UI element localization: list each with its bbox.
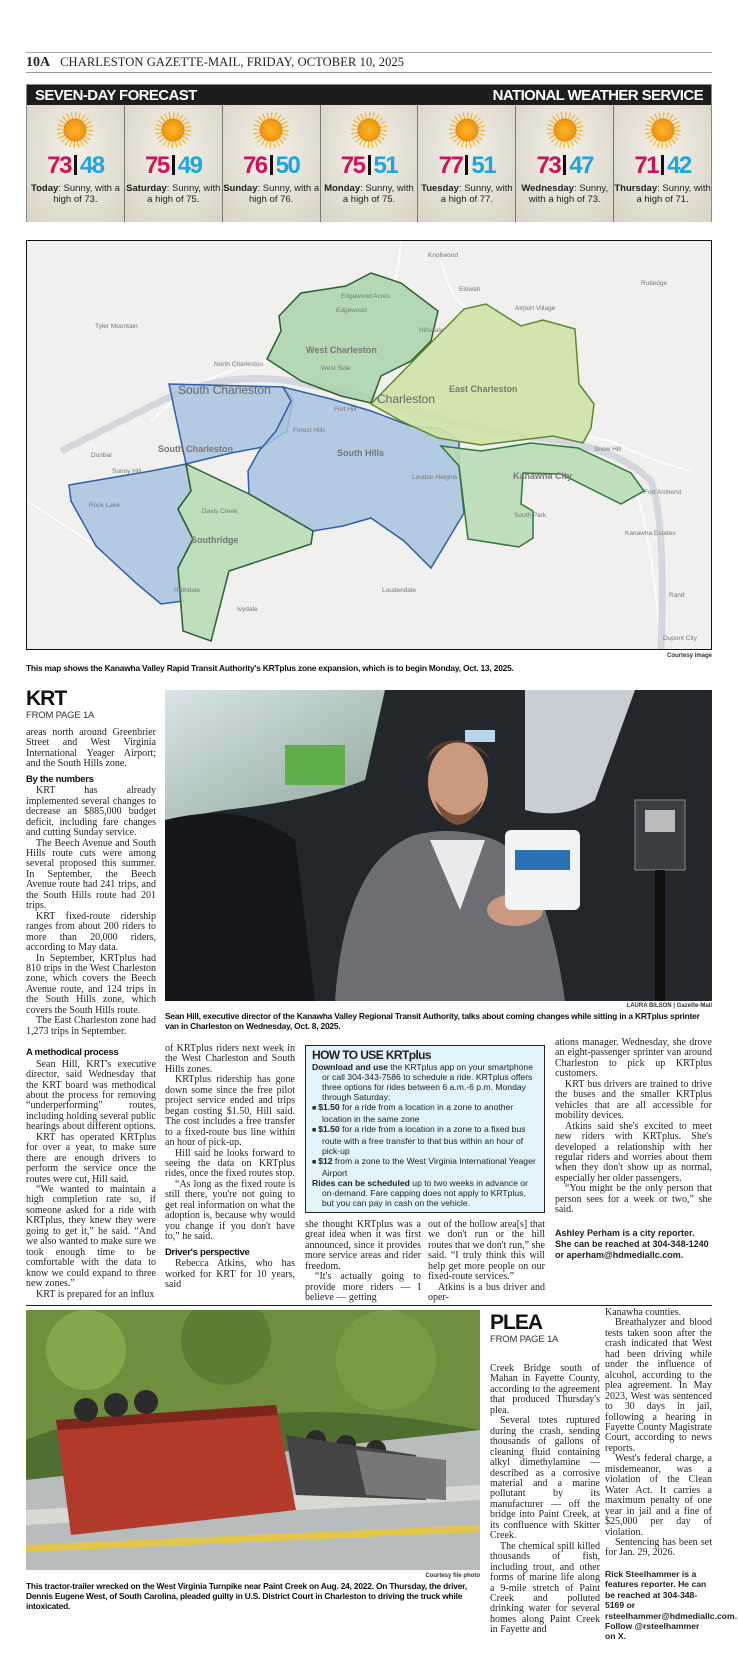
- day-name: Today: [30, 183, 59, 194]
- paragraph: The East Charleston zone had 1,273 trips in September.: [26, 1015, 156, 1037]
- place: Dupont City: [663, 635, 697, 642]
- temperatures: [614, 153, 711, 179]
- option-text: for a ride from a location in a zone to another location in the same zone: [322, 1102, 514, 1124]
- place: Edgewood: [336, 307, 367, 314]
- sun-icon: [350, 111, 388, 149]
- paragraph: KRTplus ridership has gone down some since the free pilot project service ended and trips began costing $1.50, Hill said. The cost includes a free transfer to a fixed-route bus line within an hour of pick-up.: [165, 1074, 295, 1149]
- forecast-day-monday: [321, 105, 419, 222]
- plea-col2-stack: [605, 1307, 738, 1642]
- krt-under-box-columns: [305, 1220, 545, 1304]
- paragraph: Hill said he looks forward to seeing the data on KRTplus rides, once the fixed routes stop.: [165, 1147, 295, 1180]
- box-title: HOW TO USE KRTplus: [312, 1048, 431, 1062]
- temp-separator: [270, 155, 273, 175]
- label-kanawha-city: Kanawha City: [513, 471, 573, 481]
- krt-photo-caption: Sean Hill, executive director of the Kanawha Valley Regional Transit Authority, talks about coming changes while sitting in a KRTplus sprinter van in Charleston on Wednesday, Oct. 8, 2025.: [165, 1011, 700, 1031]
- paragraph: of KRTplus riders next week in the West Charleston and South Hills zones.: [165, 1043, 295, 1075]
- day-name: Thursday: [614, 183, 658, 194]
- high-temp: 75: [340, 152, 365, 179]
- how-to-use-krtplus-box: [305, 1045, 545, 1213]
- photo-tractor-trailer-wreck: [26, 1310, 480, 1570]
- forecast-text: : Sunny, with a high of 71.: [636, 183, 711, 205]
- subhead: Driver's perspective: [165, 1246, 250, 1258]
- folio: [26, 55, 404, 71]
- forecast-text: : Sunny, with a high of 76.: [248, 183, 320, 205]
- high-temp: 75: [145, 152, 169, 179]
- forecast-day-today: [27, 105, 125, 222]
- forecast-description: [27, 183, 124, 205]
- paragraph: Breathalyzer and blood tests taken soon after the crash indicated that West had been driving while under the influence of alcohol, according to the plea agreement. In May 2023, West was sentenced to 30 days in jail, following a hearing in Fayette County Magistrate Court, according to news reports.: [605, 1317, 712, 1454]
- temperatures: [321, 153, 418, 179]
- paragraph: Atkins is a bus driver and oper-: [428, 1281, 545, 1304]
- sun-icon: [644, 111, 682, 149]
- low-temp: 51: [471, 152, 496, 179]
- paragraph: The Beech Avenue and South Hills route cuts were among several proposed this summer. In September, the Beech Avenue route had 241 trips, and the South Hills route had 201 trips.: [26, 837, 156, 912]
- krt-column-2: [26, 1043, 156, 1300]
- paragraph: West's federal charge, a misdemeanor, was a violation of the Clean Water Act. It carries a maximum penalty of one year in jail and a fine of $25,000 per day of violation.: [605, 1453, 712, 1538]
- place: Rock Lake: [89, 502, 120, 509]
- place: Davis Creek: [202, 508, 238, 515]
- high-temp: 71: [634, 152, 659, 179]
- option-price: $1.50: [318, 1124, 340, 1134]
- place: Ivydale: [237, 606, 258, 613]
- krtplus-zone-map: [26, 240, 712, 650]
- sun-icon: [252, 111, 290, 149]
- low-temp: 42: [667, 152, 691, 179]
- temp-separator: [74, 155, 77, 175]
- krt-author-tagline: Ashley Perham is a city reporter. She can be reached at 304-348-1240 or aperham@hdmediallc.com.: [555, 1227, 709, 1260]
- subhead: A methodical process: [26, 1047, 119, 1059]
- place: North Charleston: [214, 361, 264, 368]
- place: Ruthdale: [174, 587, 201, 594]
- forecast-text: : Sunny, with a high of 75.: [147, 183, 221, 205]
- option-price: $1.50: [318, 1102, 340, 1112]
- page-number: 10A: [26, 55, 51, 70]
- option-price: $12: [318, 1156, 333, 1166]
- box-intro-bold: Download and use: [312, 1062, 388, 1072]
- place: Loudon Heights: [412, 474, 458, 481]
- krt-col6-stack: [555, 1038, 712, 1261]
- paragraph: “As long as the fixed route is still there, you're not going to get real information on what the adoption is, because why would you change if you don't have to,” he said.: [165, 1178, 295, 1243]
- photo-graphic: [165, 690, 712, 1001]
- low-temp: 47: [569, 152, 593, 179]
- paragraph: Kanawha counties.: [605, 1307, 682, 1318]
- box-intro-text: the KRTplus app on your smartphone or call 304-343-7586 to schedule a ride. KRTplus offers three options for rides between 6 a.m.-6 p.m. Monday through Saturday:: [322, 1062, 533, 1102]
- plea-jump-line: FROM PAGE 1A: [490, 1334, 559, 1345]
- forecast-day-tuesday: [418, 105, 516, 222]
- paragraph: Atkins said she's excited to meet new riders with KRTplus. She's developed a relationship with her regular riders and worries about them when they don't show up as normal, especially her older passengers.: [555, 1120, 712, 1184]
- krt-headline: KRT: [26, 687, 67, 710]
- place: Fort Amherst: [644, 489, 682, 496]
- plea-author-tagline: Rick Steelhammer is a features reporter. He can be reached at 304-348-5169 or rsteelhammer@hdmediallc.com. Follow @rsteelhammer on X.: [605, 1568, 738, 1642]
- high-temp: 73: [536, 152, 561, 179]
- day-name: Monday: [324, 183, 361, 194]
- temp-separator: [368, 155, 371, 175]
- paragraph: Sean Hill, KRT's executive director, said Wednesday that the KRT board was methodical about the process for removing “underperforming” routes, including holding several public hearings about different options.: [26, 1058, 156, 1133]
- box-outro-text: up to two weeks in advance or on-demand. Fare capping does not apply to KRTplus, but you can pay in cash on the vehicle.: [322, 1178, 528, 1208]
- forecast-day-wednesday: [516, 105, 614, 222]
- day-name: Tuesday: [421, 183, 459, 194]
- plea-photo-credit: Courtesy file photo: [425, 1573, 480, 1579]
- map-caption: This map shows the Kanawha Valley Rapid Transit Authority's KRTplus zone expansion, which is to begin Monday, Oct. 13, 2025.: [26, 663, 514, 673]
- box-option: [312, 1102, 538, 1124]
- temperatures: [125, 153, 222, 179]
- place: Dunbar: [91, 452, 113, 459]
- temperatures: [516, 153, 613, 179]
- low-temp: 49: [177, 152, 202, 179]
- krt-box-stack: [305, 1045, 545, 1304]
- photo-sean-hill-in-van: [165, 690, 712, 1001]
- krt-column-4: [305, 1220, 421, 1304]
- high-temp: 76: [242, 152, 267, 179]
- low-temp: 48: [79, 152, 104, 179]
- temperatures: [27, 153, 124, 179]
- forecast-text: : Sunny, with a high of 73.: [528, 183, 609, 205]
- temp-separator: [465, 155, 468, 175]
- paragraph: ations manager. Wednesday, she drove an eight-passenger sprinter van around Charleston to pick up KRTplus customers.: [555, 1037, 712, 1080]
- plea-col1-stack: [490, 1364, 600, 1636]
- seven-day-forecast: [26, 84, 712, 222]
- paragraph: The chemical spill killed thousands of fish, including trout, and other forms of marine life along a 9-mile stretch of Paint Creek and polluted drinking water for several homes along Paint Creek in Fayette and: [490, 1540, 600, 1636]
- place: Knollwood: [428, 252, 458, 259]
- paragraph: In September, KRTplus had 810 trips in the West Charleston zone, which covers the Beech Avenue route, and 124 trips in the South Hills zone, which covers the South Hills route.: [26, 952, 156, 1016]
- place: West Side: [321, 365, 351, 372]
- plea-column-2: [605, 1308, 712, 1559]
- krt-column-3: [165, 1044, 295, 1290]
- forecast-day-thursday: [614, 105, 711, 222]
- place-south-charleston: South Charleston: [178, 383, 271, 397]
- sun-icon: [154, 111, 192, 149]
- paragraph: “It's actually going to provide more riders — I believe — getting: [305, 1271, 421, 1304]
- box-outro: [312, 1178, 538, 1208]
- paragraph: KRT fixed-route ridership ranges from about 200 riders to more than 20,000 riders, according to May data.: [26, 910, 156, 954]
- map-credit: Courtesy image: [666, 653, 712, 659]
- forecast-header: [27, 85, 711, 105]
- place: Hillsdale: [419, 327, 444, 334]
- paragraph: Several totes ruptured during the crash, sending thousands of gallons of cleaning fluid containing alkyl dimethylamine — described as a corrosive material and a marine pollutant by its manufacturer — off the bridge into Paint Creek, at its confluence with Skitter Creek.: [490, 1415, 600, 1542]
- place: Fort Hill: [334, 406, 357, 413]
- krt-photo-credit: LAURA BILSON | Gazette-Mail: [626, 1003, 712, 1009]
- day-name: Wednesday: [521, 183, 574, 194]
- temp-separator: [563, 155, 566, 175]
- option-text: for a ride from a location in a zone to a fixed bus route with a free transfer to that bus within an hour of pick-up: [322, 1124, 526, 1156]
- place: Snow Hill: [594, 446, 622, 453]
- temperatures: [418, 153, 515, 179]
- label-south-hills: South Hills: [337, 448, 384, 458]
- label-southridge: Southridge: [191, 535, 239, 545]
- place-charleston: Charleston: [377, 392, 436, 406]
- krt-col3-stack: [165, 1044, 295, 1290]
- story-divider: [26, 1305, 712, 1306]
- place: Loudendale: [382, 587, 416, 594]
- place: Kanawha Estates: [625, 530, 676, 537]
- box-option: [312, 1156, 538, 1178]
- paragraph: KRT is prepared for an influx: [36, 1288, 155, 1300]
- label-west-charleston: West Charleston: [306, 345, 377, 355]
- label-south-charleston-zone: South Charleston: [158, 444, 234, 454]
- low-temp: 51: [373, 152, 398, 179]
- forecast-description: [125, 183, 222, 205]
- box-intro: [312, 1062, 538, 1102]
- forecast-text: : Sunny, with a high of 73.: [53, 183, 120, 205]
- paragraph: out of the hollow area[s] that we don't run or the hill routes that we don't run,” she said. “I truly think this will help get more people on our fixed-route services.”: [428, 1219, 545, 1283]
- sun-icon: [448, 111, 486, 149]
- forecast-days: [27, 105, 711, 222]
- map-graphic: [27, 241, 712, 650]
- top-rule: [26, 52, 712, 53]
- paragraph: Sentencing has been set for Jan. 29, 2026.: [605, 1536, 712, 1559]
- folio-rule: [26, 72, 712, 73]
- place: Airport Village: [515, 305, 556, 312]
- paragraph: Creek Bridge south of Mahan in Fayette County, according to the agreement that produced Thursday's plea.: [490, 1363, 600, 1416]
- paragraph: KRT has already implemented several changes to decrease an $885,000 budget deficit, including fare changes and cutting Sunday service.: [26, 785, 156, 839]
- krt-jump-line: FROM PAGE 1A: [26, 710, 95, 721]
- high-temp: 73: [47, 152, 71, 179]
- forecast-day-sunday: [223, 105, 321, 222]
- place: Rutledge: [641, 280, 668, 287]
- forecast-description: [614, 183, 711, 205]
- option-text: from a zone to the West Virginia International Yeager Airport: [322, 1156, 536, 1178]
- paragraph: she thought KRTplus was a great idea when it was first announced, since it provides more service areas and rider freedom.: [305, 1219, 421, 1272]
- krt-column-5: [428, 1220, 545, 1304]
- paragraph: KRT bus drivers are trained to drive the buses and the smaller KRTplus vehicles that are all accessible for mobility devices.: [555, 1078, 712, 1122]
- place: Rand: [669, 592, 685, 599]
- plea-headline: PLEA: [490, 1311, 543, 1334]
- forecast-description: [516, 183, 613, 205]
- plea-photo-caption: This tractor-trailer wrecked on the West Virginia Turnpike near Paint Creek on Aug. 24, 2022. On Thursday, the driver, Dennis Eugene West, of South Carolina, pleaded guilty in U.S. District Court in Charleston to driving the truck while intoxicated.: [26, 1581, 467, 1611]
- temp-separator: [661, 155, 664, 175]
- forecast-day-saturday: [125, 105, 223, 222]
- sun-icon: [56, 111, 94, 149]
- subhead: By the numbers: [26, 773, 94, 785]
- high-temp: 77: [438, 152, 463, 179]
- plea-column-1: [490, 1364, 600, 1636]
- paper-dateline: CHARLESTON GAZETTE-MAIL, FRIDAY, OCTOBER 10, 2025: [60, 55, 405, 69]
- forecast-description: [223, 183, 320, 205]
- label-east-charleston: East Charleston: [449, 384, 518, 394]
- box-outro-bold: Rides can be scheduled: [312, 1178, 410, 1188]
- forecast-text: : Sunny, with a high of 75.: [342, 183, 414, 205]
- day-name: Saturday: [126, 183, 167, 194]
- temp-separator: [172, 155, 175, 175]
- paragraph: Rebecca Atkins, who has worked for KRT for 10 years, said: [165, 1258, 295, 1290]
- place: Sunny Hill: [112, 468, 142, 475]
- krt-column-6: [555, 1038, 712, 1216]
- temperatures: [223, 153, 320, 179]
- day-name: Sunday: [223, 183, 258, 194]
- place: Forest Hills: [293, 427, 326, 434]
- photo-graphic: [26, 1310, 480, 1570]
- low-temp: 50: [275, 152, 300, 179]
- krt-column-1: [26, 728, 156, 1037]
- place: Elowah: [459, 286, 481, 293]
- paragraph: “We wanted to maintain a high completion rate so, if someone asked for a ride with KRTplus, they knew they were going to get it,” he said. “And we also wanted to make sure we took enough time to be comfortable with the data to know we could expand to three new zones.”: [26, 1184, 156, 1290]
- paragraph: KRT has operated KRTplus for over a year, to make sure there are enough drivers to perform the service once the routes were cut, Hill said.: [26, 1131, 156, 1185]
- paragraph: areas north around Greenbrier Street and West Virginia International Yeager Airport; and the South Hills zone.: [26, 727, 156, 770]
- paragraph: “You might be the only person that person sees for a week or two,” she said.: [555, 1183, 712, 1216]
- sun-icon: [546, 111, 584, 149]
- forecast-text: : Sunny, with a high of 77.: [440, 183, 513, 205]
- forecast-title: SEVEN-DAY FORECAST: [35, 86, 197, 104]
- forecast-description: [321, 183, 418, 205]
- forecast-description: [418, 183, 515, 205]
- place: Edgewood Acres: [341, 293, 390, 300]
- forecast-source: NATIONAL WEATHER SERVICE: [492, 86, 703, 104]
- box-option: [312, 1124, 538, 1156]
- place: Tyler Mountain: [95, 323, 138, 330]
- place: South Park: [514, 512, 547, 519]
- krt-left-stack: [26, 728, 156, 1300]
